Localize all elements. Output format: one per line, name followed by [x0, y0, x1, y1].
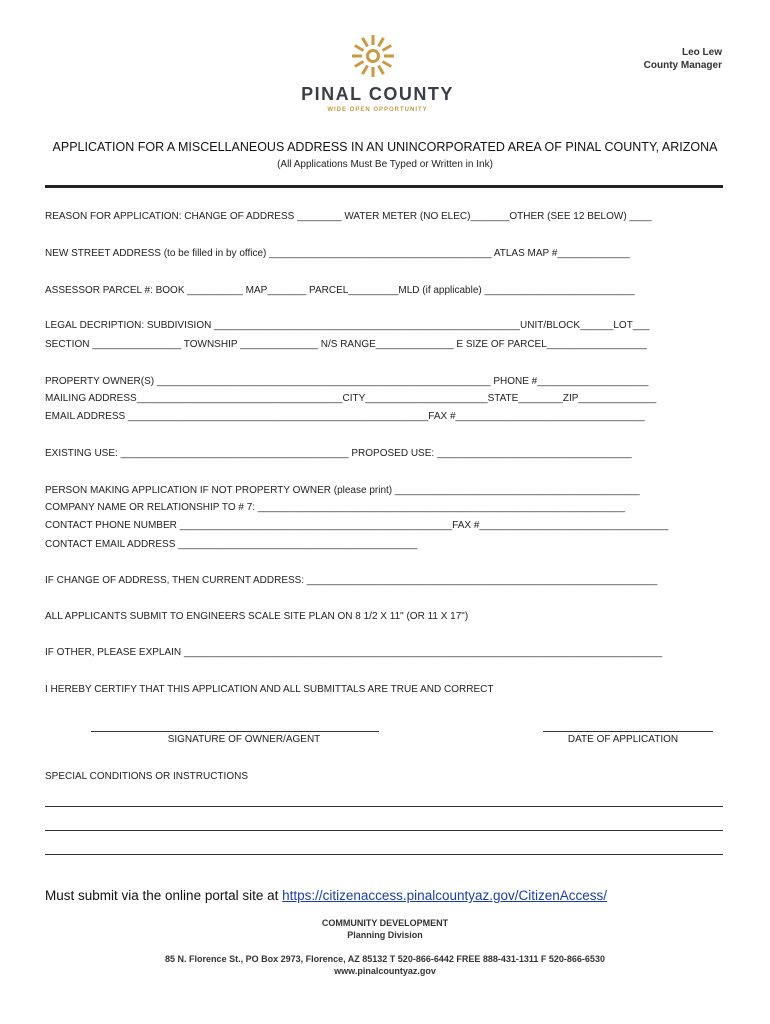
title-divider: [45, 185, 723, 188]
special-conditions-line[interactable]: [45, 806, 723, 807]
portal-prefix: Must submit via the online portal site at: [45, 888, 283, 903]
company-name-field[interactable]: COMPANY NAME OR RELATIONSHIP TO # 7: __________________________________________________________________: [45, 502, 625, 513]
person-making-application-field[interactable]: PERSON MAKING APPLICATION IF NOT PROPERTY OWNER (please print) ____________________________________________: [45, 485, 640, 496]
current-address-field[interactable]: IF CHANGE OF ADDRESS, THEN CURRENT ADDRESS: _______________________________________________________________: [45, 575, 658, 586]
email-address-field[interactable]: EMAIL ADDRESS ______________________________________________________FAX #__________________________________: [45, 411, 645, 422]
logo-name: PINAL COUNTY: [301, 84, 454, 104]
footer-division: Planning Division: [347, 930, 423, 940]
manager-name: Leo Lew: [681, 47, 722, 58]
footer-department: COMMUNITY DEVELOPMENT: [321, 918, 449, 928]
date-label: DATE OF APPLICATION: [567, 734, 679, 745]
special-conditions-line[interactable]: [45, 830, 723, 831]
mailing-address-field[interactable]: MAILING ADDRESS_____________________________________CITY______________________STATE________ZIP______________: [45, 393, 657, 404]
date-line[interactable]: [543, 731, 713, 732]
reason-field[interactable]: REASON FOR APPLICATION: CHANGE OF ADDRESS ________ WATER METER (NO ELEC)_______OTHER (SEE 12 BELOW) ____: [45, 211, 652, 222]
other-explain-field[interactable]: IF OTHER, PLEASE EXPLAIN ______________________________________________________________________________________: [45, 647, 663, 658]
contact-phone-field[interactable]: CONTACT PHONE NUMBER _________________________________________________FAX #__________________________________: [45, 520, 669, 531]
special-conditions-line[interactable]: [45, 854, 723, 855]
contact-email-field[interactable]: CONTACT EMAIL ADDRESS ___________________________________________: [45, 539, 418, 550]
logo-tagline: WIDE OPEN OPPORTUNITY: [327, 107, 428, 113]
footer-website: www.pinalcountyaz.gov: [334, 966, 436, 976]
assessor-parcel-field[interactable]: ASSESSOR PARCEL #: BOOK __________ MAP_______ PARCEL_________MLD (if applicable) ___________________________: [45, 285, 635, 296]
portal-link[interactable]: https://citizenaccess.pinalcountyaz.gov/CitizenAccess/: [282, 888, 608, 903]
footer-address: 85 N. Florence St., PO Box 2973, Florence, AZ 85132 T 520-866-6442 FREE 888-431-1311 F 520-866-6530: [165, 954, 605, 964]
certify-statement: I HEREBY CERTIFY THAT THIS APPLICATION AND ALL SUBMITTALS ARE TRUE AND CORRECT: [45, 684, 494, 695]
form-subtitle: (All Applications Must Be Typed or Written in Ink): [277, 159, 493, 170]
property-owner-field[interactable]: PROPERTY OWNER(S) ____________________________________________________________ PHONE #____________________: [45, 376, 649, 387]
pinal-county-logo: [290, 34, 465, 118]
legal-description-field[interactable]: LEGAL DECRIPTION: SUBDIVISION _______________________________________________________UNIT/BLOCK______LOT___: [45, 320, 650, 331]
signature-line[interactable]: [91, 731, 379, 732]
manager-block: [644, 46, 722, 72]
new-street-address-field[interactable]: NEW STREET ADDRESS (to be filled in by office) ________________________________________ ATLAS MAP #_____________: [45, 248, 630, 259]
manager-title: County Manager: [643, 60, 722, 71]
sun-logo-icon: [352, 34, 394, 78]
existing-proposed-use-field[interactable]: EXISTING USE: _________________________________________ PROPOSED USE: ___________________________________: [45, 448, 632, 459]
section-township-field[interactable]: SECTION ________________ TOWNSHIP ______________ N/S RANGE______________ E SIZE OF PARCEL__________________: [45, 339, 647, 350]
portal-note: [45, 888, 607, 903]
signature-label: SIGNATURE OF OWNER/AGENT: [167, 734, 321, 745]
form-title: APPLICATION FOR A MISCELLANEOUS ADDRESS IN AN UNINCORPORATED AREA OF PINAL COUNTY, ARIZONA: [52, 140, 718, 154]
site-plan-note: ALL APPLICANTS SUBMIT TO ENGINEERS SCALE SITE PLAN ON 8 1/2 X 11" (OR 11 X 17"): [45, 611, 469, 622]
special-conditions-label: SPECIAL CONDITIONS OR INSTRUCTIONS: [45, 771, 248, 782]
